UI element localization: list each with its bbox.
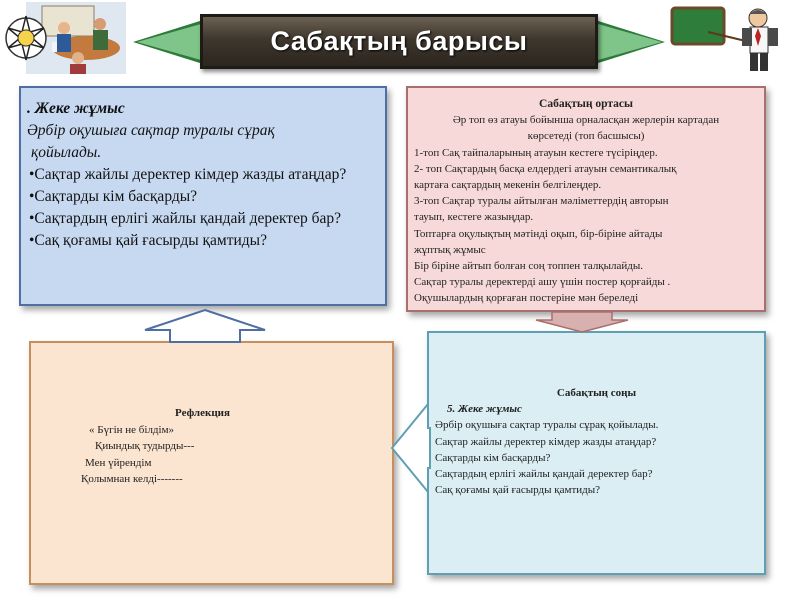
reflection-line: Мен үйрендім xyxy=(85,456,152,469)
lesson-middle-line: Оқушылардың қорғаған постеріне мән береледі xyxy=(414,292,639,305)
lesson-middle-line: картаға сақтардың мекенін белгілеңдер. xyxy=(414,179,602,192)
lesson-middle-line: 2- топ Сақтардың басқа елдердегі атауын семантикалық xyxy=(414,162,677,175)
lesson-middle-panel xyxy=(406,86,766,312)
title-banner xyxy=(200,14,598,69)
left-arrow-connector xyxy=(388,400,432,496)
question-item: •Сақ қоғамы қай ғасырды қамтиды? xyxy=(29,232,267,249)
lesson-middle-line: жұптық жұмыс xyxy=(414,243,486,256)
reflection-panel xyxy=(29,341,394,585)
reflection-line: « Бүгін не білдім» xyxy=(89,423,175,436)
lesson-middle-line: 3-топ Сақтар туралы айтылған мәліметтердің авторын xyxy=(414,195,669,208)
page-title: Сабақтың барысы xyxy=(270,26,528,56)
lesson-middle-line: Бір біріне айтып болған соң топпен талқылайды. xyxy=(414,260,644,273)
banner-right-arrow-highlight xyxy=(598,24,662,60)
lesson-middle-line: тауып, кестеге жазыңдар. xyxy=(414,211,534,224)
lesson-end-title: Сабақтың соңы xyxy=(556,387,637,399)
banner-left-arrow-highlight xyxy=(137,24,201,60)
lesson-middle-line: көрсетеді (топ басшысы) xyxy=(527,130,645,143)
individual-work-panel xyxy=(19,86,387,306)
teacher-pointing-icon xyxy=(668,2,790,74)
individual-work-heading: . Жеке жұмыс xyxy=(27,100,125,117)
down-arrow-connector xyxy=(532,312,632,334)
lesson-middle-line: Сақтар туралы деректерді ашу үшін постер қорғайды . xyxy=(414,276,671,289)
lesson-middle-line: Топтарға оқулықтың мәтінді оқып, бір-біріне айтады xyxy=(414,227,663,240)
lesson-end-line: Әрбір оқушыға сақтар туралы сұрақ қойылады. xyxy=(435,419,659,432)
reflection-line: Қолымнан келді------- xyxy=(81,473,183,485)
lesson-middle-line: 1-топ Сақ тайпаларының атауын кестеге түсіріңдер. xyxy=(414,146,658,159)
lesson-end-line: Сақ қоғамы қай ғасырды қамтиды? xyxy=(435,484,601,497)
individual-work-intro-line: қойылады. xyxy=(31,144,102,161)
reflection-title: Рефлекция xyxy=(175,407,230,419)
question-item: •Сақтарды кім басқарды? xyxy=(29,188,198,205)
lesson-middle-title: Сабақтың ортасы xyxy=(539,98,633,110)
reflection-line: Қиындық тудырды--- xyxy=(95,440,195,452)
lesson-end-subtitle: 5. Жеке жұмыс xyxy=(447,403,522,416)
question-item: •Сақтардың ерлігі жайлы қандай деректер бар? xyxy=(29,210,341,227)
meeting-people-icon xyxy=(4,2,126,74)
question-item: •Сақтар жайлы деректер кімдер жазды атаңдар? xyxy=(29,166,347,183)
lesson-middle-line: Әр топ өз атауы бойынша орналасқан жерлерін картадан xyxy=(452,114,720,127)
up-arrow-connector xyxy=(140,308,270,344)
individual-work-intro-line: Әрбір оқушыға сақтар туралы сұрақ xyxy=(27,122,275,139)
lesson-end-line: Сақтар жайлы деректер кімдер жазды атаңдар? xyxy=(435,435,657,448)
lesson-end-panel xyxy=(427,331,766,575)
lesson-end-line: Сақтарды кім басқарды? xyxy=(435,451,551,464)
lesson-end-line: Сақтардың ерлігі жайлы қандай деректер бар? xyxy=(435,468,653,481)
